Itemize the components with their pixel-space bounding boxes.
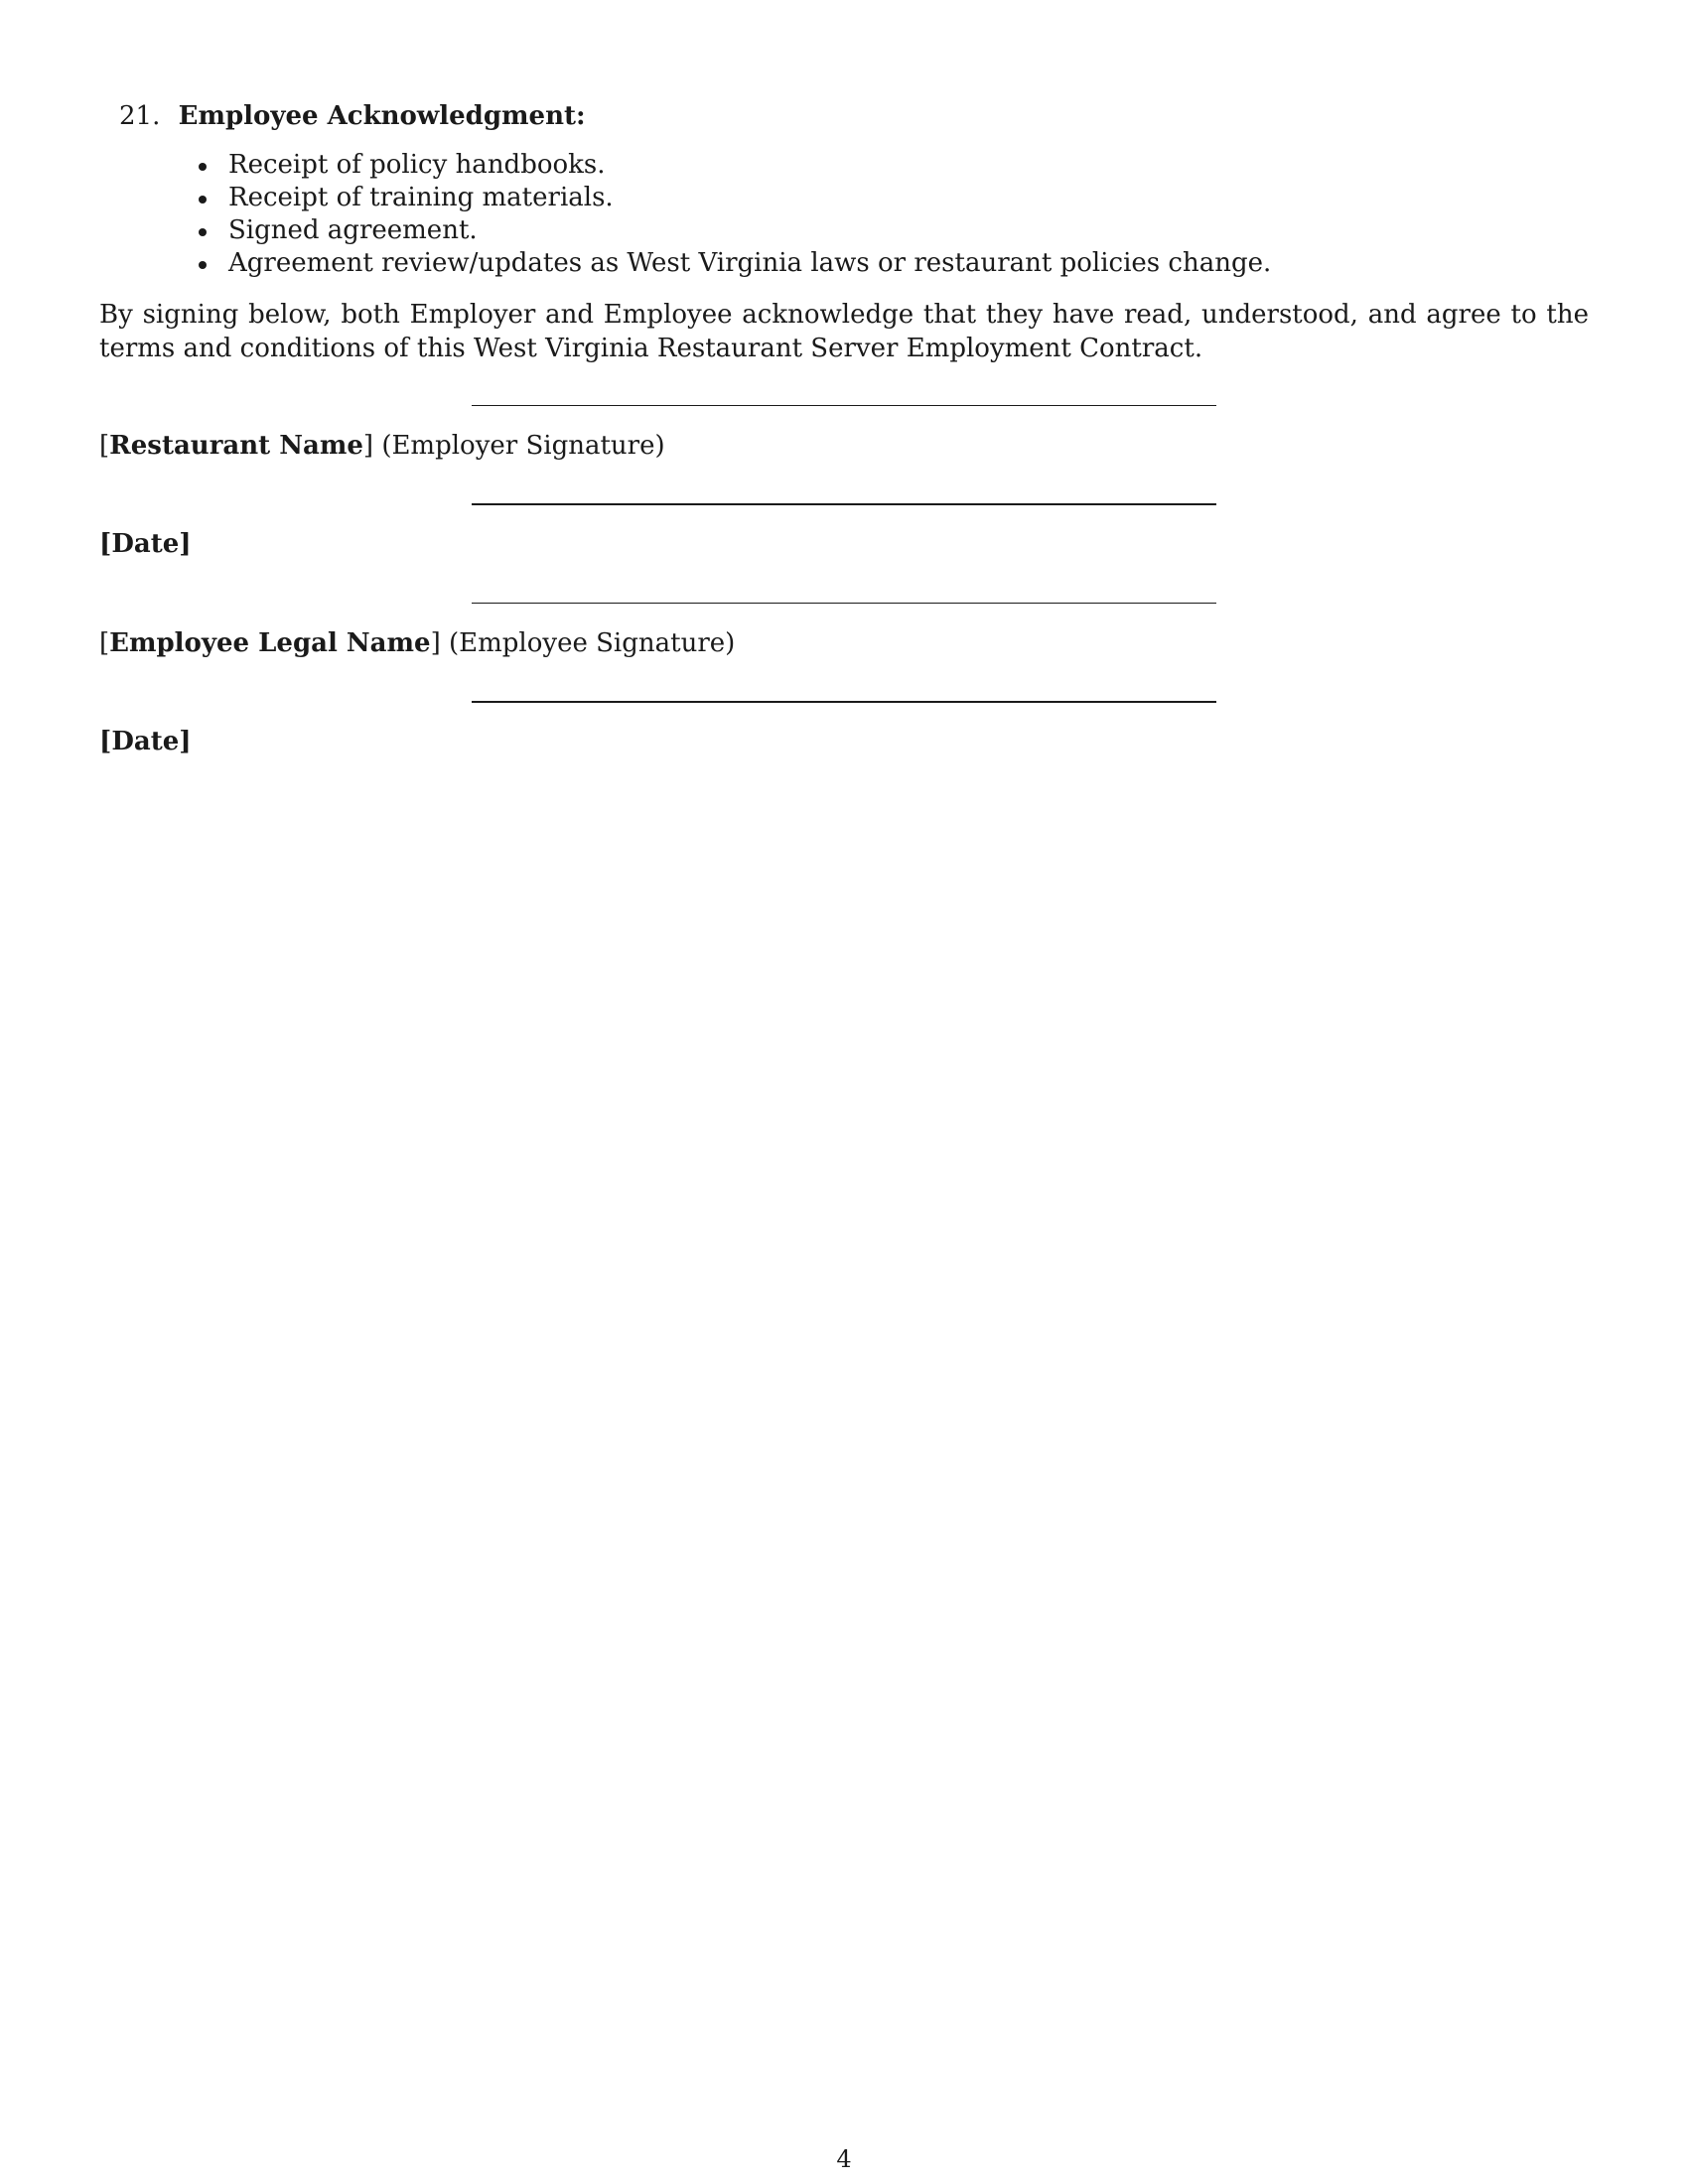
section-heading <box>119 99 586 133</box>
bullet-icon <box>199 261 207 269</box>
employee-signature-line <box>472 603 1216 604</box>
acknowledgment-statement: By signing below, both Employer and Employee acknowledge that they have read, understood, and agree to the terms and conditions of this West Virginia Restaurant Server Employment Contract. <box>99 300 1589 363</box>
acknowledgment-list <box>195 149 1271 280</box>
list-item <box>195 149 1271 182</box>
employee-date-label: [Date] <box>99 727 192 756</box>
employer-signature-suffix: (Employer Signature) <box>381 431 665 461</box>
bullet-icon <box>199 228 207 236</box>
section-number: 21. <box>119 101 161 131</box>
list-item <box>195 247 1271 280</box>
employee-name-placeholder: Employee Legal Name <box>109 628 431 658</box>
page-number: 4 <box>836 2145 852 2173</box>
employee-date-line <box>472 701 1216 703</box>
employer-date-placeholder: Date <box>111 529 180 559</box>
bullet-icon <box>199 163 207 171</box>
employer-name-placeholder: Restaurant Name <box>109 431 363 461</box>
bullet-icon <box>199 196 207 204</box>
list-item-text: Signed agreement. <box>228 215 478 245</box>
employer-signature-line <box>472 405 1216 406</box>
employer-date-label: [Date] <box>99 529 192 559</box>
employer-date-line <box>472 503 1216 505</box>
employee-signature-suffix: (Employee Signature) <box>449 628 736 658</box>
list-item <box>195 214 1271 247</box>
section-title: Employee Acknowledgment: <box>178 101 586 131</box>
employee-signature-label: [Employee Legal Name] (Employee Signature) <box>99 628 736 658</box>
list-item-text: Agreement review/updates as West Virginia laws or restaurant policies change. <box>228 248 1272 278</box>
list-item-text: Receipt of training materials. <box>228 183 614 212</box>
employer-signature-label: [Restaurant Name] (Employer Signature) <box>99 431 665 461</box>
employee-date-placeholder: Date <box>111 727 180 756</box>
list-item <box>195 182 1271 214</box>
list-item-text: Receipt of policy handbooks. <box>228 150 606 180</box>
